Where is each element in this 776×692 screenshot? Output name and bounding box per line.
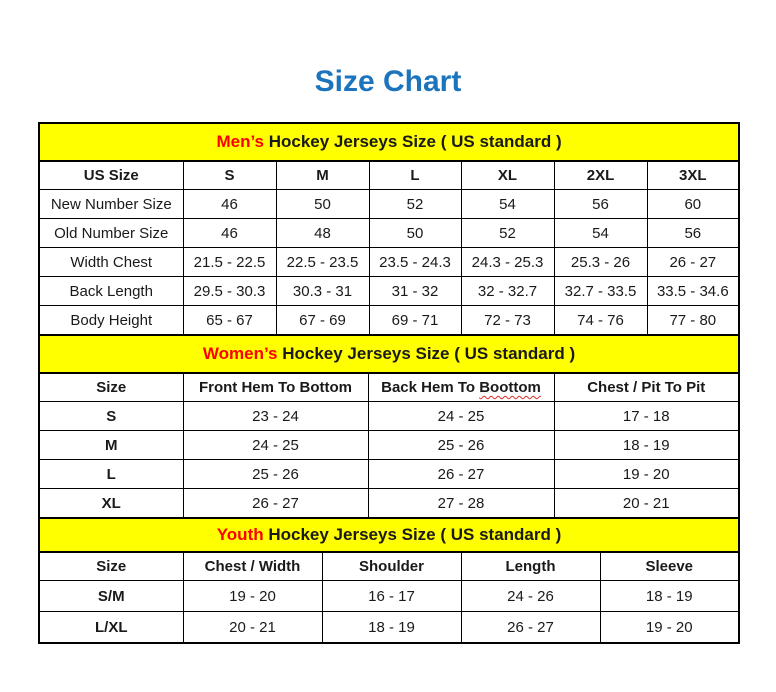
size-value-cell: 16 - 17	[322, 581, 461, 612]
womens-column-header: Chest / Pit To Pit	[554, 373, 739, 402]
misspelled-word-squiggle: Boottom	[479, 379, 541, 396]
youth-header-row	[39, 552, 739, 581]
row-label: S/M	[39, 581, 183, 612]
size-value-cell: 19 - 20	[600, 612, 739, 644]
size-value-cell: 18 - 19	[554, 431, 739, 460]
size-value-cell: 56	[554, 190, 647, 219]
page-title: Size Chart	[314, 65, 462, 98]
size-value-cell: 19 - 20	[554, 460, 739, 489]
mens-column-header: 2XL	[554, 161, 647, 190]
table-row	[39, 431, 739, 460]
size-value-cell: 54	[461, 190, 554, 219]
table-row	[39, 190, 739, 219]
row-label: XL	[39, 489, 183, 519]
row-label: L	[39, 460, 183, 489]
mens-column-header: 3XL	[647, 161, 739, 190]
size-value-cell: 46	[183, 190, 276, 219]
row-label: M	[39, 431, 183, 460]
size-value-cell: 60	[647, 190, 739, 219]
youth-column-header: Shoulder	[322, 552, 461, 581]
size-value-cell: 21.5 - 22.5	[183, 248, 276, 277]
womens-band-title: Women’s Hockey Jerseys Size ( US standard )	[39, 335, 739, 373]
youth-column-header: Length	[461, 552, 600, 581]
size-value-cell: 52	[369, 190, 461, 219]
mens-size-table	[38, 122, 740, 336]
youth-column-header: Chest / Width	[183, 552, 322, 581]
size-value-cell: 24.3 - 25.3	[461, 248, 554, 277]
mens-band-highlight: Men’s	[216, 132, 264, 151]
size-value-cell: 24 - 25	[368, 402, 554, 431]
size-value-cell: 24 - 26	[461, 581, 600, 612]
womens-size-table	[38, 334, 740, 519]
size-value-cell: 30.3 - 31	[276, 277, 369, 306]
womens-column-header: Back Hem To Boottom	[368, 373, 554, 402]
size-value-cell: 23.5 - 24.3	[369, 248, 461, 277]
row-label: New Number Size	[39, 190, 183, 219]
size-value-cell: 72 - 73	[461, 306, 554, 336]
table-row	[39, 306, 739, 336]
mens-band-title: Men’s Hockey Jerseys Size ( US standard )	[39, 123, 739, 161]
size-value-cell: 24 - 25	[183, 431, 368, 460]
size-value-cell: 54	[554, 219, 647, 248]
mens-column-header: S	[183, 161, 276, 190]
size-value-cell: 26 - 27	[183, 489, 368, 519]
mens-column-header: M	[276, 161, 369, 190]
size-value-cell: 18 - 19	[322, 612, 461, 644]
size-value-cell: 31 - 32	[369, 277, 461, 306]
size-value-cell: 19 - 20	[183, 581, 322, 612]
row-label: L/XL	[39, 612, 183, 644]
womens-band-row	[39, 335, 739, 373]
row-label: Back Length	[39, 277, 183, 306]
size-value-cell: 29.5 - 30.3	[183, 277, 276, 306]
youth-size-table	[38, 517, 740, 644]
size-value-cell: 48	[276, 219, 369, 248]
size-value-cell: 20 - 21	[183, 612, 322, 644]
row-label: Width Chest	[39, 248, 183, 277]
mens-column-header: L	[369, 161, 461, 190]
table-row	[39, 581, 739, 612]
mens-band-row	[39, 123, 739, 161]
table-row	[39, 402, 739, 431]
size-value-cell: 25.3 - 26	[554, 248, 647, 277]
table-row	[39, 489, 739, 519]
youth-column-header: Sleeve	[600, 552, 739, 581]
size-value-cell: 23 - 24	[183, 402, 368, 431]
mens-column-header: US Size	[39, 161, 183, 190]
size-value-cell: 22.5 - 23.5	[276, 248, 369, 277]
size-chart-tables	[38, 122, 738, 644]
size-value-cell: 67 - 69	[276, 306, 369, 336]
youth-band-highlight: Youth	[216, 525, 264, 544]
size-value-cell: 18 - 19	[600, 581, 739, 612]
size-value-cell: 33.5 - 34.6	[647, 277, 739, 306]
table-row	[39, 460, 739, 489]
youth-column-header: Size	[39, 552, 183, 581]
size-value-cell: 26 - 27	[647, 248, 739, 277]
womens-column-header: Size	[39, 373, 183, 402]
size-value-cell: 32.7 - 33.5	[554, 277, 647, 306]
row-label: S	[39, 402, 183, 431]
size-value-cell: 50	[276, 190, 369, 219]
size-value-cell: 56	[647, 219, 739, 248]
size-value-cell: 52	[461, 219, 554, 248]
size-value-cell: 69 - 71	[369, 306, 461, 336]
size-value-cell: 65 - 67	[183, 306, 276, 336]
womens-column-header: Front Hem To Bottom	[183, 373, 368, 402]
size-value-cell: 20 - 21	[554, 489, 739, 519]
size-value-cell: 26 - 27	[461, 612, 600, 644]
table-row	[39, 277, 739, 306]
size-value-cell: 25 - 26	[368, 431, 554, 460]
size-value-cell: 26 - 27	[368, 460, 554, 489]
size-value-cell: 32 - 32.7	[461, 277, 554, 306]
size-value-cell: 46	[183, 219, 276, 248]
womens-header-row	[39, 373, 739, 402]
size-value-cell: 27 - 28	[368, 489, 554, 519]
mens-header-row	[39, 161, 739, 190]
size-value-cell: 77 - 80	[647, 306, 739, 336]
size-value-cell: 17 - 18	[554, 402, 739, 431]
size-value-cell: 25 - 26	[183, 460, 368, 489]
row-label: Old Number Size	[39, 219, 183, 248]
size-value-cell: 74 - 76	[554, 306, 647, 336]
womens-band-highlight: Women’s	[202, 344, 278, 363]
mens-column-header: XL	[461, 161, 554, 190]
table-row	[39, 248, 739, 277]
row-label: Body Height	[39, 306, 183, 336]
table-row	[39, 612, 739, 644]
size-value-cell: 50	[369, 219, 461, 248]
youth-band-row	[39, 518, 739, 552]
youth-band-title: Youth Hockey Jerseys Size ( US standard )	[39, 518, 739, 552]
table-row	[39, 219, 739, 248]
